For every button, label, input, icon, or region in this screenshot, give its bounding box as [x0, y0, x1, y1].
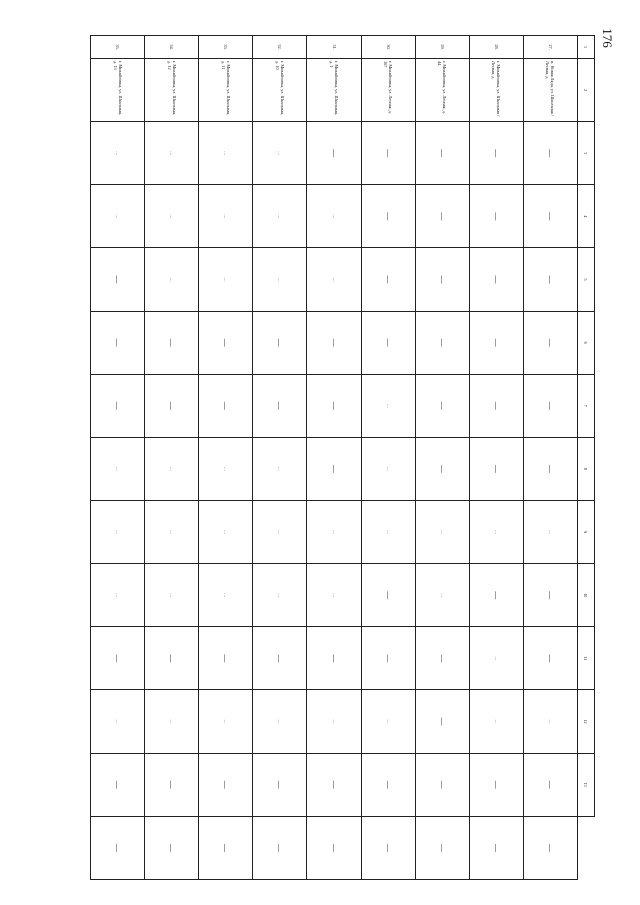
table-header-cell: 11: [578, 627, 595, 690]
table-cell: —: [199, 753, 253, 816]
table-header-cell: 6: [578, 311, 595, 374]
table-cell: —: [469, 437, 523, 500]
table-cell: …: [199, 690, 253, 753]
table-cell: —: [145, 753, 199, 816]
table-cell: —: [523, 564, 577, 627]
table-cell: —: [199, 374, 253, 437]
table-cell: …: [145, 248, 199, 311]
table-cell: —: [91, 311, 145, 374]
table-row: [145, 36, 199, 880]
table-cell: …: [253, 690, 307, 753]
address-cell: г. Михайловка, ул. Школьная, д. 13: [91, 59, 145, 122]
address-cell: г. Михайловка, ул. Школьная / Лесная, д.: [469, 59, 523, 122]
table-cell: —: [523, 122, 577, 185]
table-cell: …: [253, 500, 307, 563]
table-row: [91, 36, 145, 880]
table-cell: —: [523, 185, 577, 248]
table-cell: …: [199, 437, 253, 500]
table-cell: —: [469, 374, 523, 437]
address-cell: г. Михайловка, ул. Лесная, д. 107: [361, 59, 415, 122]
address-cell: г. Михайловка, ул. Школьная, д. 12: [145, 59, 199, 122]
table-cell: —: [415, 122, 469, 185]
table-cell: —: [91, 753, 145, 816]
table-cell: …: [145, 500, 199, 563]
table-cell: …: [307, 564, 361, 627]
table-row: [307, 36, 361, 880]
table-cell: —: [415, 374, 469, 437]
table-header-cell: 1: [578, 36, 595, 59]
table-cell: …: [253, 564, 307, 627]
row-number-cell: 35.: [91, 36, 145, 59]
row-number-cell: 34.: [145, 36, 199, 59]
table-cell: —: [307, 374, 361, 437]
table-cell: …: [253, 248, 307, 311]
table-cell: —: [361, 311, 415, 374]
works-table-body: [91, 36, 595, 880]
table-cell: —: [469, 816, 523, 879]
table-cell: —: [361, 564, 415, 627]
table-header-cell: 2: [578, 59, 595, 122]
table-cell: …: [523, 500, 577, 563]
table-cell: …: [469, 627, 523, 690]
rotated-table-wrapper: [90, 35, 595, 880]
address-cell: г. Михайловка, ул. Школьная, д. 11: [199, 59, 253, 122]
table-cell: —: [91, 374, 145, 437]
table-cell: —: [199, 816, 253, 879]
table-cell: —: [253, 816, 307, 879]
table-header-cell: 5: [578, 248, 595, 311]
table-cell: …: [91, 500, 145, 563]
table-cell: …: [415, 500, 469, 563]
table-cell: —: [253, 374, 307, 437]
table-cell: —: [523, 816, 577, 879]
table-cell: —: [361, 185, 415, 248]
table-cell: —: [307, 311, 361, 374]
table-cell: —: [145, 311, 199, 374]
table-cell: …: [523, 690, 577, 753]
table-cell: …: [469, 690, 523, 753]
table-cell: —: [523, 374, 577, 437]
table-cell: …: [469, 500, 523, 563]
table-cell: …: [199, 564, 253, 627]
table-cell: —: [199, 627, 253, 690]
table-cell: —: [469, 311, 523, 374]
table-cell: …: [253, 437, 307, 500]
table-cell: —: [307, 437, 361, 500]
table-cell: —: [91, 248, 145, 311]
table-cell: —: [415, 311, 469, 374]
table-header-cell: 8: [578, 437, 595, 500]
table-cell: …: [253, 185, 307, 248]
table-cell: —: [307, 627, 361, 690]
table-cell: —: [415, 185, 469, 248]
table-cell: —: [361, 627, 415, 690]
table-cell: …: [361, 690, 415, 753]
row-number-cell: 31.: [307, 36, 361, 59]
table-cell: —: [469, 248, 523, 311]
row-number-cell: 27.: [523, 36, 577, 59]
table-cell: —: [361, 816, 415, 879]
table-cell: —: [91, 816, 145, 879]
table-cell: —: [523, 753, 577, 816]
table-cell: —: [307, 122, 361, 185]
table-header-cell: 7: [578, 374, 595, 437]
table-cell: —: [307, 753, 361, 816]
table-cell: …: [361, 374, 415, 437]
table-cell: …: [91, 564, 145, 627]
table-cell: —: [415, 437, 469, 500]
table-cell: —: [361, 248, 415, 311]
table-cell: —: [523, 311, 577, 374]
table-cell: —: [145, 627, 199, 690]
table-cell: …: [361, 437, 415, 500]
table-header-cell: 10: [578, 564, 595, 627]
table-row: [199, 36, 253, 880]
table-cell: —: [361, 122, 415, 185]
table-cell: …: [307, 500, 361, 563]
table-cell: —: [469, 185, 523, 248]
table-cell: …: [91, 437, 145, 500]
table-cell: …: [199, 185, 253, 248]
table-cell: …: [91, 185, 145, 248]
table-cell: —: [523, 248, 577, 311]
table-cell: —: [361, 753, 415, 816]
table-cell: …: [199, 248, 253, 311]
table-cell: …: [307, 185, 361, 248]
table-cell: —: [415, 248, 469, 311]
table-cell: —: [253, 753, 307, 816]
table-cell: …: [91, 690, 145, 753]
table-cell: …: [415, 564, 469, 627]
table-cell: …: [145, 690, 199, 753]
table-cell: —: [253, 311, 307, 374]
address-cell: г. Михайловка, ул. Школьная, д. 10: [253, 59, 307, 122]
table-cell: …: [253, 122, 307, 185]
table-cell: —: [469, 753, 523, 816]
rotated-table-inner: [90, 35, 595, 880]
address-cell: п. Новая Ляда, ул. Школьная / Лесная, д.: [523, 59, 577, 122]
table-cell: —: [91, 627, 145, 690]
table-cell: —: [523, 437, 577, 500]
row-number-cell: 28.: [469, 36, 523, 59]
table-cell: —: [145, 816, 199, 879]
table-cell: …: [199, 500, 253, 563]
table-row: [469, 36, 523, 880]
address-cell: г. Михайловка, ул. Лесная, д. 44: [415, 59, 469, 122]
table-cell: —: [469, 122, 523, 185]
table-cell: —: [145, 374, 199, 437]
table-header-cell: 3: [578, 122, 595, 185]
table-header-cell: 13: [578, 753, 595, 816]
table-cell: —: [253, 627, 307, 690]
table-cell: —: [415, 690, 469, 753]
row-number-cell: 33.: [199, 36, 253, 59]
table-cell: —: [415, 627, 469, 690]
row-number-cell: 29.: [415, 36, 469, 59]
table-cell: …: [91, 122, 145, 185]
table-cell: …: [307, 690, 361, 753]
table-cell: —: [307, 816, 361, 879]
table-cell: …: [145, 185, 199, 248]
table-cell: …: [145, 437, 199, 500]
table-row: [253, 36, 307, 880]
table-cell: …: [145, 564, 199, 627]
table-header-cell: 9: [578, 500, 595, 563]
table-cell: —: [415, 753, 469, 816]
table-header-cell: 12: [578, 690, 595, 753]
table-cell: …: [199, 122, 253, 185]
table-row: [361, 36, 415, 880]
table-cell: …: [307, 248, 361, 311]
table-header-row: [578, 36, 595, 880]
table-cell: —: [199, 311, 253, 374]
page-number: 176: [599, 28, 615, 48]
table-row: [523, 36, 577, 880]
works-table: [90, 35, 595, 880]
table-cell: —: [469, 564, 523, 627]
table-cell: …: [361, 500, 415, 563]
table-header-cell: 4: [578, 185, 595, 248]
table-cell: —: [415, 816, 469, 879]
row-number-cell: 30.: [361, 36, 415, 59]
table-cell: —: [523, 627, 577, 690]
row-number-cell: 32.: [253, 36, 307, 59]
address-cell: г. Михайловка, ул. Школьная, д. 1: [307, 59, 361, 122]
table-row: [415, 36, 469, 880]
table-cell: …: [145, 122, 199, 185]
